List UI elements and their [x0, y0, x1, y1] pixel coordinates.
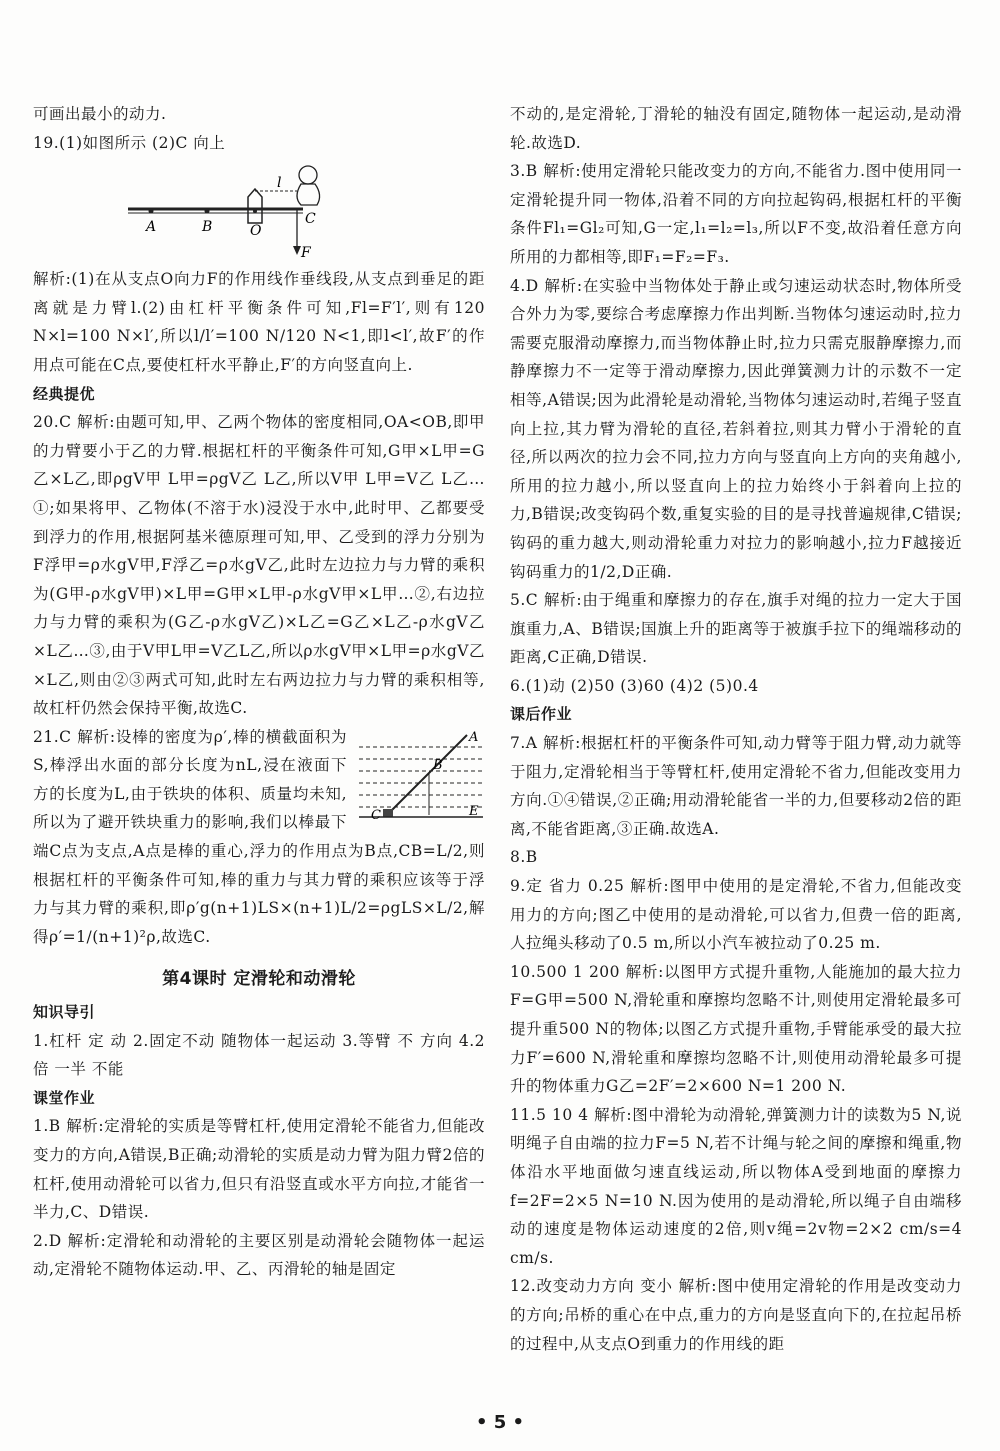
left-q19-analysis: 解析:(1)在从支点O向力F的作用线作垂线段,从支点到垂足的距离就是力臂l.(2)由杠杆平衡条件可知,Fl=F′l′,则有120 N×l=100 N×l′,所以l/l′=100 N/120 N<1,即l<l′,故F′的作用点可能在C点,要使杠杆水平静止,F′的方向竖直向上. [33, 270, 485, 374]
right-q7: 7.A 解析:根据杠杆的平衡条件可知,动力臂等于阻力臂,动力就等于阻力,定滑轮相当于等臂杠杆,使用定滑轮不省力,但能改变用力方向.①④错误,②正确;用动滑轮能省一半的力,但要移动2倍的距离,不能省距离,③正确.故选A. [510, 734, 962, 838]
left-guide-answers: 1.杠杆 定 动 2.固定不动 随物体一起运动 3.等臂 不 方向 4.2倍 一半 不能 [33, 1031, 485, 1079]
right-q6: 6.(1)动 (2)50 (3)60 (4)2 (5)0.4 [510, 676, 759, 695]
right-q9: 9.定 省力 0.25 解析:图甲中使用的是定滑轮,不省力,但能改变用力的方向;图乙中使用的是动滑轮,可以省力,但费一倍的距离,人拉绳头移动了0.5 m,所以小汽车被拉动了0.25 m. [510, 877, 962, 953]
section-classwork: 课堂作业 [33, 1088, 96, 1107]
fig19-label-l: l [277, 175, 282, 192]
right-q5: 5.C 解析:由于绳重和摩擦力的存在,旗手对绳的拉力一定大于国旗重力,A、B错误;国旗上升的距离等于被旗手拉下的绳端移动的距离,C正确,D错误. [510, 591, 962, 667]
fig19-label-f: F [301, 245, 312, 262]
fig19-label-c: C [305, 211, 317, 228]
fig19-label-o: O [250, 223, 262, 240]
right-text-0: 不动的,是定滑轮,丁滑轮的轴没有固定,随物体一起运动,是动滑轮.故选D. [510, 105, 962, 152]
fig21-label-b: B [433, 757, 444, 773]
right-q8: 8.B [510, 848, 538, 867]
fig21-label-c: C [371, 807, 382, 823]
left-text-0: 可画出最小的动力. [33, 105, 167, 123]
fig19-label-b: B [202, 219, 213, 236]
left-column [33, 100, 485, 1284]
section-homework: 课后作业 [510, 705, 573, 724]
left-class-q1: 1.B 解析:定滑轮的实质是等臂杠杆,使用定滑轮不能省力,但能改变力的方向,A错误,B正确;动滑轮的实质是动力臂为阻力臂2倍的杠杆,使用动滑轮可以省力,但只有沿竖直或水平方向拉,才能省一半力,C、D错误. [33, 1117, 485, 1222]
right-q3: 3.B 解析:使用定滑轮只能改变力的方向,不能省力.图中使用同一定滑轮提升同一物体,沿着不同的方向拉起钩码,根据杠杆的平衡条件Fl₁=Gl₂可知,G一定,l₁=l₂=l₃,所以F不变,故沿着任意方向所用的力都相等,即F₁=F₂=F₃. [510, 162, 962, 266]
right-q10: 10.500 1 200 解析:以图甲方式提升重物,人能施加的最大拉力F=G甲=500 N,滑轮重和摩擦均忽略不计,则使用定滑轮最多可提升重500 N的物体;以图乙方式提升重物,手臂能承受的最大拉力F′=600 N,滑轮重和摩擦均忽略不计,则使用动滑轮最多可提升的物体重力G乙=2F′=2×600 N=1 200 N. [510, 962, 962, 1096]
section-guide: 知识导引 [33, 1003, 96, 1022]
right-q12: 12.改变动力方向 变小 解析:图中使用定滑轮的作用是改变动力的方向;吊桥的重心在中点,重力的方向是竖直向下的,在拉起吊桥的过程中,从支点O到重力的作用线的距 [510, 1277, 962, 1353]
left-q20: 20.C 解析:由题可知,甲、乙两个物体的密度相同,OA<OB,即甲的力臂要小于乙的力臂.根据杠杆的平衡条件可知,G甲×L甲=G乙×L乙,即ρgV甲 L甲=ρgV乙 L乙,所以V甲 L甲=V乙 L乙…①;如果将甲、乙物体(不溶于水)浸没于水中,此时甲、乙都要受到浮力的作用,根据阿基米德原理可知,甲、乙受到的浮力分别为F浮甲=ρ水gV甲,F浮乙=ρ水gV乙,此时左边拉力与力臂的乘积为(G甲-ρ水gV甲)×L甲=G甲×L甲-ρ水gV甲×L甲…②,右边拉力与力臂的乘积为(G乙-ρ水gV乙)×L乙=G乙×L乙-ρ水gV乙×L乙…③,由于V甲L甲=V乙L乙,所以ρ水gV甲×L甲=ρ水gV乙×L乙,则由②③两式可知,此时左右两边拉力与力臂的乘积相等,故杠杆仍然会保持平衡,故选C. [33, 413, 485, 718]
left-q21: 21.C 解析:设棒的密度为ρ′,棒的横截面积为S,棒浮出水面的部分长度为nL,浸在液面下方的长度为L,由于铁块的体积、质量均未知,所以为了避开铁块重力的影响,我们以棒最下端C点为支点,A点是棒的重心,浮力的作用点为B点,CB=L/2,则根据杠杆的平衡条件可知,棒的重力与其力臂的乘积应该等于浮力与其力臂的乘积,即ρ′g(n+1)LS×(n+1)L/2=ρgLS×L/2,解得ρ′=1/(n+1)²ρ,故选C. [33, 727, 485, 946]
lever-figure-19 [33, 161, 333, 261]
left-q19-answer: 19.(1)如图所示 (2)C 向上 [33, 133, 226, 152]
left-class-q2: 2.D 解析:定滑轮和动滑轮的主要区别是动滑轮会随物体一起运动,定滑轮不随物体运动.甲、乙、丙滑轮的轴是固定 [33, 1231, 485, 1279]
lesson-title: 第4课时 定滑轮和动滑轮 [162, 969, 356, 990]
section-classic: 经典提优 [33, 384, 96, 403]
buoyancy-figure-21 [357, 729, 485, 824]
right-column [510, 100, 962, 1358]
right-q11: 11.5 10 4 解析:图中滑轮为动滑轮,弹簧测力计的读数为5 N,说明绳子自由端的拉力F=5 N,若不计绳与轮之间的摩擦和绳重,物体沿水平地面做匀速直线运动,所以物体A受到地面的摩擦力f=2F=2×5 N=10 N.因为使用的是动滑轮,所以绳子自由端移动的速度是物体运动速度的2倍,则v绳=2v物=2×2 cm/s=4 cm/s. [510, 1105, 962, 1267]
fig21-label-e: E [469, 803, 479, 819]
fig19-label-a: A [146, 219, 157, 236]
fig21-label-a: A [469, 729, 479, 745]
page-number: • 5 • [475, 1412, 525, 1433]
right-q4: 4.D 解析:在实验中当物体处于静止或匀速运动状态时,物体所受合外力为零,要综合考虑摩擦力作出判断.当物体匀速运动时,拉力需要克服滑动摩擦力,而当物体静止时,拉力只需克服静摩擦力,而静摩擦力不一定等于滑动摩擦力,因此弹簧测力计的示数不一定相等,A错误;因为此滑轮是动滑轮,当物体匀速运动时,若绳子竖直向上拉,其力臂为滑轮的直径,若斜着拉,则其力臂小于滑轮的直径,所以两次的拉力会不同,拉力方向与竖直向上方向的夹角越小,所用的拉力越小,所以竖直向上的拉力始终小于斜着向上拉的力,B错误;改变钩码个数,重复实验的目的是寻找普遍规律,C错误;钩码的重力越大,则动滑轮重力对拉力的影响越小,拉力F越接近钩码重力的1/2,D正确. [510, 276, 962, 581]
